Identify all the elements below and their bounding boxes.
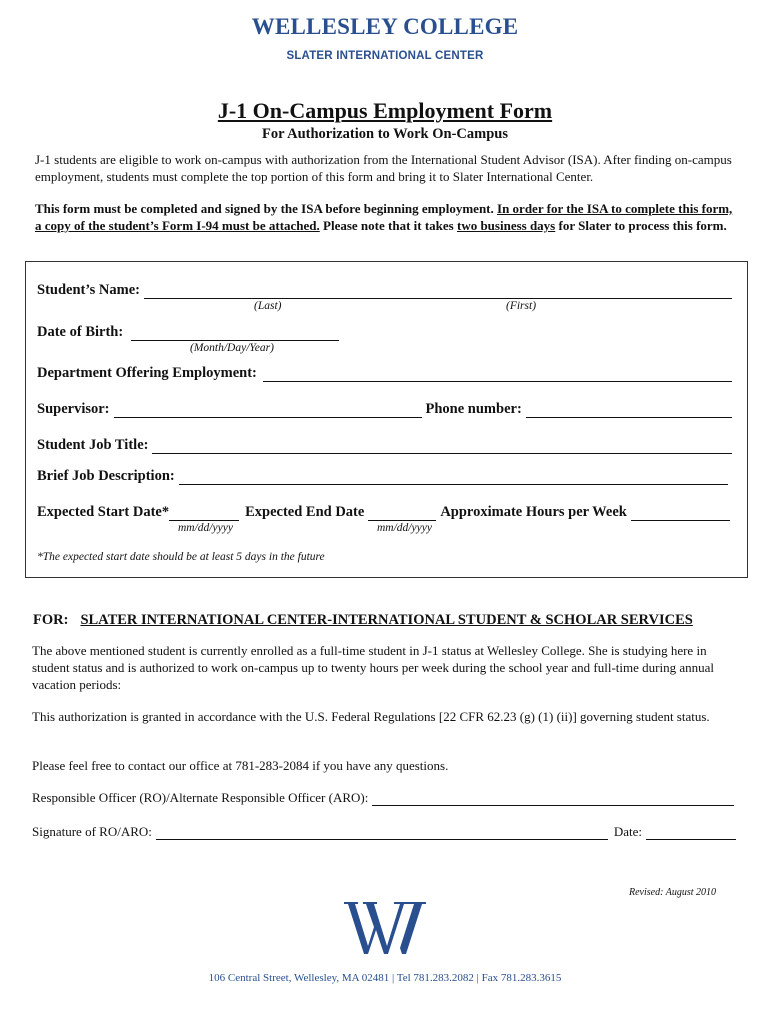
center-name: SLATER INTERNATIONAL CENTER bbox=[286, 50, 484, 62]
notice-paragraph bbox=[35, 200, 735, 234]
intro-paragraph: J-1 students are eligible to work on-campus with authorization from the International Student Advisor (ISA). After finding on-campus employment, students must complete the top portion of this form and bring it to Slater International Center. bbox=[35, 152, 732, 184]
supervisor-label: Supervisor: bbox=[37, 401, 110, 417]
college-name: WELLESLEY COLLEGE bbox=[251, 14, 519, 39]
notice-part5: for Slater to process this form. bbox=[555, 218, 727, 233]
signature-field[interactable] bbox=[156, 824, 608, 840]
student-name-row bbox=[37, 282, 732, 299]
dob-row bbox=[37, 324, 339, 341]
signature-row bbox=[32, 824, 736, 840]
department-label: Department Offering Employment: bbox=[37, 365, 257, 381]
job-title-field[interactable] bbox=[152, 438, 732, 454]
hours-field[interactable] bbox=[631, 505, 730, 521]
student-name-label: Student’s Name: bbox=[37, 282, 140, 298]
date-label: Date: bbox=[613, 824, 642, 839]
enrollment-paragraph: The above mentioned student is currently enrolled as a full-time student in J-1 status at Wellesley College. She is studying here in student status and is authorized to work on-campus up to twenty hours per week during the school year and full-time during annual vacation periods: bbox=[32, 643, 714, 692]
job-description-label: Brief Job Description: bbox=[37, 468, 175, 484]
notice-part1: This form must be completed and signed by the ISA before beginning employment. bbox=[35, 201, 498, 216]
signature-label: Signature of RO/ARO: bbox=[32, 824, 152, 839]
revised-date: Revised: August 2010 bbox=[628, 887, 716, 898]
contact-paragraph: Please feel free to contact our office at 781-283-2084 if you have any questions. bbox=[32, 758, 449, 773]
job-description-field[interactable] bbox=[179, 469, 728, 485]
phone-label: Phone number: bbox=[425, 401, 522, 417]
first-name-hint: (First) bbox=[506, 300, 537, 312]
job-title-row bbox=[37, 437, 732, 454]
student-name-field[interactable] bbox=[144, 283, 732, 299]
supervisor-row bbox=[37, 401, 732, 418]
dates-row bbox=[37, 504, 730, 521]
start-date-label: Expected Start Date* bbox=[37, 504, 170, 520]
dob-label: Date of Birth: bbox=[37, 324, 124, 340]
form-title: J-1 On-Campus Employment Form bbox=[217, 98, 553, 123]
footer-address: 106 Central Street, Wellesley, MA 02481 | Tel 781.283.2082 | Fax 781.283.3615 bbox=[208, 972, 562, 984]
start-date-hint: mm/dd/yyyy bbox=[178, 522, 233, 534]
dob-hint: (Month/Day/Year) bbox=[190, 342, 274, 354]
date-field[interactable] bbox=[646, 824, 736, 840]
start-date-field[interactable] bbox=[169, 505, 239, 521]
responsible-officer-label: Responsible Officer (RO)/Alternate Responsible Officer (ARO): bbox=[32, 790, 369, 805]
notice-part3: Please note that it takes bbox=[319, 218, 457, 233]
department-field[interactable] bbox=[263, 366, 732, 382]
responsible-officer-field[interactable] bbox=[372, 790, 734, 806]
end-date-label: Expected End Date bbox=[245, 504, 365, 520]
end-date-hint: mm/dd/yyyy bbox=[377, 522, 432, 534]
wellesley-w-logo bbox=[344, 902, 426, 954]
notice-part4: two business days bbox=[456, 218, 556, 233]
end-date-field[interactable] bbox=[368, 505, 436, 521]
job-description-row bbox=[37, 468, 728, 485]
department-row bbox=[37, 365, 732, 382]
phone-field[interactable] bbox=[526, 402, 732, 418]
last-name-hint: (Last) bbox=[254, 300, 282, 312]
supervisor-field[interactable] bbox=[114, 402, 422, 418]
for-office-name: SLATER INTERNATIONAL CENTER-INTERNATIONAL STUDENT & SCHOLAR SERVICES bbox=[80, 612, 693, 628]
hours-label: Approximate Hours per Week bbox=[440, 504, 627, 520]
form-subtitle: For Authorization to Work On-Campus bbox=[262, 126, 508, 142]
start-date-footnote: *The expected start date should be at least 5 days in the future bbox=[37, 551, 325, 563]
notice-part2: In order for the ISA to complete this form, a copy of the student’s Form I-94 must be attached. bbox=[35, 201, 733, 233]
dob-field[interactable] bbox=[131, 325, 339, 341]
for-label: FOR: bbox=[33, 612, 69, 628]
job-title-label: Student Job Title: bbox=[37, 437, 149, 453]
regulation-paragraph: This authorization is granted in accordance with the U.S. Federal Regulations [22 CFR 62.23 (g) (1) (ii)] governing student status. bbox=[32, 709, 710, 724]
responsible-officer-row bbox=[32, 790, 734, 806]
for-office-heading bbox=[33, 612, 693, 629]
